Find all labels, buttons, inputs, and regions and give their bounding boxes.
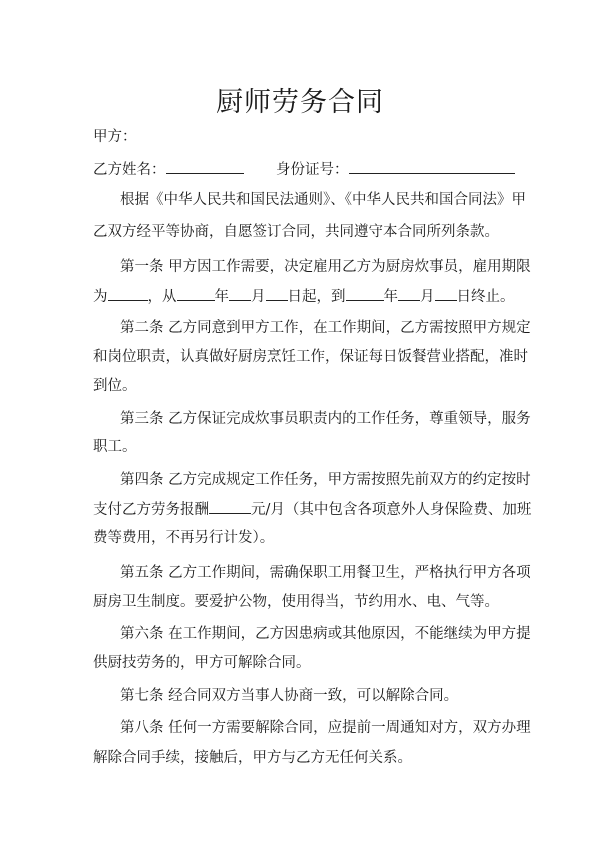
id-number-row — [276, 159, 515, 180]
month-label: 月 — [251, 289, 266, 305]
article-8-line-2: 解除合同手续，接触后，甲方与乙方无任何关系。 — [93, 750, 412, 766]
end-year-blank — [346, 286, 384, 301]
id-number-label: 身份证号： — [276, 162, 349, 178]
article-1-line-1: 第一条 甲方因工作需要，决定雇用乙方为厨房炊事员，雇用期限 — [120, 259, 531, 275]
article-8-line-1: 第八条 任何一方需要解除合同，应提前一周通知对方，双方办理 — [120, 720, 531, 736]
term-length-blank — [108, 286, 148, 301]
term-prefix: 为 — [93, 289, 108, 305]
article-4-line-2 — [93, 499, 531, 520]
article-2-line-1: 第二条 乙方同意到甲方工作，在工作期间，乙方需按照甲方规定 — [120, 320, 531, 336]
start-day-to: 日起，到 — [287, 289, 346, 305]
article-4-line-1: 第四条 乙方完成规定工作任务，甲方需按照先前双方的约定按时 — [120, 472, 531, 488]
payment-label: 支付乙方劳务报酬 — [93, 502, 209, 518]
year-label: 年 — [214, 289, 229, 305]
end-month-blank — [398, 286, 420, 301]
article-6-line-1: 第六条 在工作期间，乙方因患病或其他原因，不能继续为甲方提 — [120, 626, 531, 642]
article-4-line-3: 费等费用，不再另行计发）。 — [93, 530, 275, 546]
end-label: 日终止。 — [456, 289, 515, 305]
article-3-line-2: 职工。 — [93, 439, 137, 455]
article-2-line-2: 和岗位职责，认真做好厨房烹饪工作，保证每日饭餐营业搭配，准时 — [93, 349, 528, 365]
article-2-line-3: 到位。 — [93, 378, 137, 394]
payment-amount-blank — [209, 499, 251, 514]
payment-unit: 元/月（其中包含各项意外人身保险费、加班 — [251, 502, 532, 518]
month-label-2: 月 — [420, 289, 435, 305]
document-title: 厨师劳务合同 — [216, 87, 384, 118]
id-number-blank — [349, 159, 515, 174]
start-month-blank — [229, 286, 251, 301]
article-5-line-1: 第五条 乙方工作期间，需确保职工用餐卫生，严格执行甲方各项 — [120, 565, 531, 581]
start-year-blank — [177, 286, 215, 301]
start-day-blank — [266, 286, 288, 301]
party-b-name-blank — [166, 159, 244, 174]
term-from: ，从 — [147, 289, 177, 305]
intro-line-1: 根据《中华人民共和国民法通则》、《中华人民共和国合同法》甲 — [120, 192, 526, 208]
article-5-line-2: 厨房卫生制度。要爱护公物，使用得当，节约用水、电、气等。 — [93, 594, 499, 610]
party-b-row — [93, 159, 244, 180]
article-1-line-2 — [93, 286, 515, 307]
party-b-name-label: 乙方姓名： — [93, 162, 166, 178]
party-a-label: 甲方： — [93, 129, 137, 145]
year-label-2: 年 — [383, 289, 398, 305]
intro-line-2: 乙双方经平等协商，自愿签订合同，共同遵守本合同所列条款。 — [93, 224, 499, 240]
article-7-line-1: 第七条 经合同双方当事人协商一致，可以解除合同。 — [120, 688, 459, 704]
article-3-line-1: 第三条 乙方保证完成炊事员职责内的工作任务，尊重领导，服务 — [120, 411, 531, 427]
end-day-blank — [435, 286, 457, 301]
article-6-line-2: 供厨技劳务的，甲方可解除合同。 — [93, 655, 311, 671]
